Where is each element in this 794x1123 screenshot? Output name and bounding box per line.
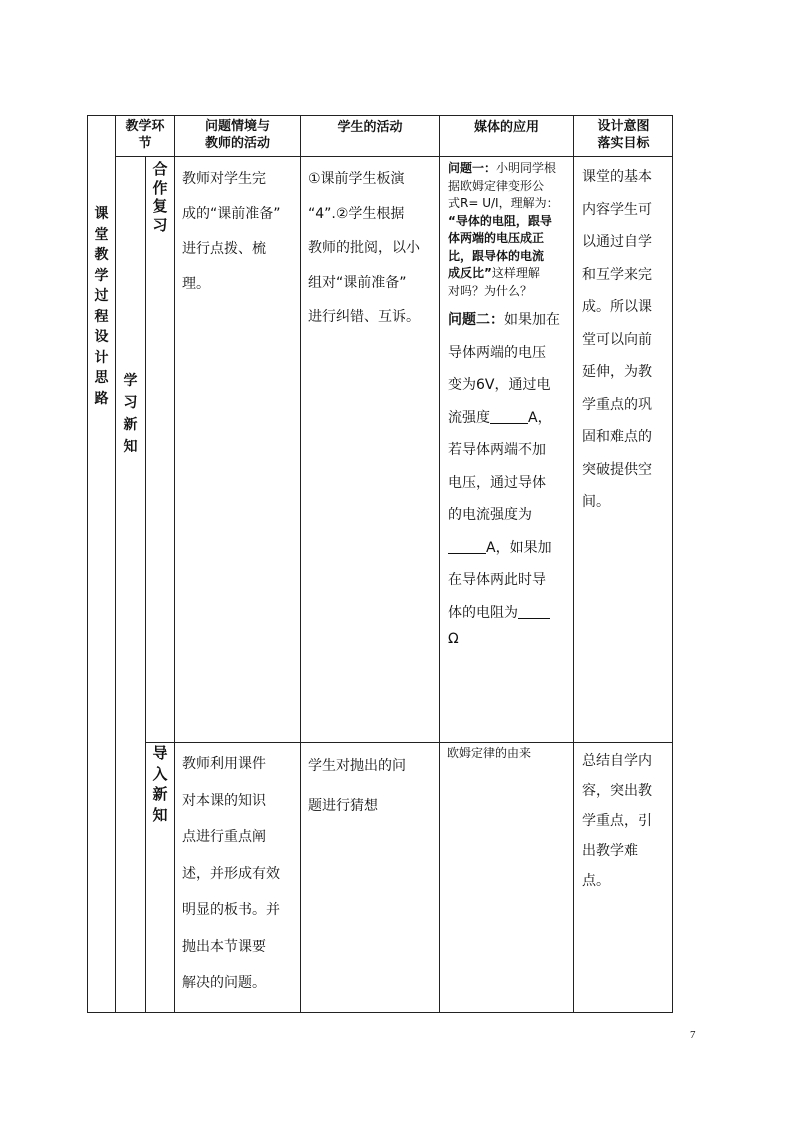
q2-text: 如果加在 — [504, 312, 560, 328]
q1-bold: 成反比” — [448, 266, 492, 280]
row2-student — [308, 746, 439, 826]
row1-teacher — [182, 162, 300, 302]
text-line: 容，突出教 — [582, 783, 652, 799]
col-divider — [439, 116, 440, 1012]
header-teacher-text: 问题情境与教师的活动 — [204, 119, 270, 151]
segment-char: 知 — [152, 805, 168, 824]
outer-label-char: 堂 — [94, 226, 109, 243]
outer-label-char: 过 — [94, 288, 109, 304]
text-line: 固和难点的 — [582, 429, 652, 445]
row1-media — [448, 160, 573, 649]
phase-label-char: 学 — [123, 373, 138, 389]
text-line: 内容学生可 — [582, 201, 652, 218]
q1-text: 这样理解 — [491, 266, 540, 280]
text-line: 理。 — [182, 276, 210, 292]
q2-text: A， — [528, 409, 552, 426]
text-line: 学重点，引 — [582, 813, 652, 829]
text-line: 以通过自学 — [582, 234, 652, 250]
q1-text: 对吗？为什么？ — [448, 283, 533, 298]
text-line: 明显的板书。并 — [182, 902, 280, 918]
answer-blank — [518, 604, 550, 619]
question-two — [448, 304, 573, 649]
segment-char: 导 — [152, 744, 168, 762]
segment-intro — [146, 743, 174, 825]
lesson-design-table — [87, 115, 673, 1013]
row-divider — [145, 742, 672, 743]
segment-review — [146, 160, 174, 234]
text-line: 出教学难 — [582, 843, 638, 859]
phase-label-char: 知 — [123, 439, 138, 455]
answer-blank — [448, 539, 486, 554]
row1-intent — [582, 161, 673, 519]
q1-bold: “导体的电阻，跟导 — [448, 213, 552, 228]
q2-text: 导体两端的电压 — [448, 344, 546, 361]
q2-text: 在导体两此时导 — [448, 572, 546, 588]
q2-label: 问题二： — [448, 312, 504, 328]
text-line: 成的“课前准备” — [182, 206, 281, 222]
row2-teacher — [182, 746, 300, 1002]
q1-bold: 比，跟导体的电流 — [448, 248, 545, 263]
question-one — [448, 160, 573, 300]
header-teacher — [175, 118, 300, 152]
q2-text: Ω — [448, 631, 459, 647]
segment-char: 复 — [152, 197, 168, 215]
row2-intent — [582, 746, 673, 896]
outer-label-char: 思 — [94, 370, 109, 386]
q1-bold: 体两端的电压成正 — [448, 231, 545, 245]
outer-label-char: 程 — [94, 308, 109, 325]
row1-student — [308, 162, 439, 335]
segment-char: 习 — [152, 215, 168, 234]
page-number: 7 — [690, 1029, 696, 1041]
phase-label — [116, 370, 145, 458]
q2-text: 若导体两端不加 — [448, 442, 546, 458]
text-line: 对本课的知识 — [182, 792, 266, 809]
row-divider — [115, 156, 672, 157]
q1-label: 问题一： — [448, 161, 497, 175]
text-line: 学生对抛出的问 — [308, 758, 406, 774]
row2-media: 欧姆定律的由来 — [447, 746, 532, 760]
text-line: 述，并形成有效 — [182, 865, 280, 882]
q2-text: 流强度 — [448, 409, 490, 426]
text-line: 教师利用课件 — [182, 756, 266, 772]
col-divider — [145, 157, 146, 1012]
outer-label — [88, 204, 115, 409]
outer-label-char: 课 — [94, 206, 109, 222]
text-line: 延伸，为教 — [582, 364, 652, 380]
header-intent-text: 设计意图落实目标 — [597, 119, 650, 151]
col-divider — [115, 116, 116, 1012]
header-segment-text: 教学环节 — [125, 119, 165, 151]
outer-label-char: 设 — [94, 329, 109, 345]
text-line: 组对“课前准备” — [308, 274, 407, 291]
col-divider — [573, 116, 574, 1012]
header-student: 学生的活动 — [337, 120, 403, 135]
text-line: 学重点的巩 — [582, 396, 652, 413]
text-line: ①课前学生板演 — [308, 171, 405, 187]
text-line: 进行点拨、梳 — [182, 241, 266, 257]
phase-label-char: 习 — [123, 395, 138, 411]
outer-label-char: 教 — [94, 247, 109, 263]
segment-char: 入 — [152, 764, 168, 783]
header-segment — [116, 118, 174, 152]
header-media: 媒体的应用 — [473, 120, 539, 135]
segment-char: 新 — [152, 785, 168, 803]
text-line: 进行纠错、互诉。 — [308, 309, 420, 325]
outer-label-char: 路 — [94, 390, 109, 407]
text-line: 解决的问题。 — [182, 975, 266, 991]
text-line: 和互学来完 — [582, 266, 652, 283]
text-line: 堂可以向前 — [582, 331, 652, 348]
text-line: 间。 — [582, 494, 610, 510]
q2-text: A，如果加 — [486, 539, 552, 556]
q2-text: 变为6V，通过电 — [448, 377, 551, 393]
q2-text: 电压，通过导体 — [448, 474, 546, 491]
text-line: 题进行猜想 — [308, 798, 378, 814]
text-line: 教师对学生完 — [182, 171, 266, 187]
q2-text: 体的电阻为 — [448, 604, 518, 621]
q1-text: 据欧姆定律变形公 — [448, 178, 545, 193]
col-divider — [300, 116, 301, 1012]
outer-label-char: 计 — [94, 349, 109, 366]
text-line: 教师的批阅，以小 — [308, 240, 420, 256]
text-line: 课堂的基本 — [582, 169, 652, 185]
text-line: 抛出本节课要 — [182, 938, 266, 955]
header-intent — [574, 118, 673, 152]
text-line: 突破提供空 — [582, 461, 652, 478]
segment-char: 作 — [152, 178, 168, 197]
q1-text: 小明同学根 — [496, 161, 557, 175]
segment-char: 合 — [152, 160, 168, 178]
text-line: 点进行重点阐 — [182, 829, 266, 845]
phase-label-char: 新 — [123, 417, 138, 433]
outer-label-char: 学 — [94, 267, 109, 284]
text-line: “4”.②学生根据 — [308, 205, 405, 222]
q2-text: 的电流强度为 — [448, 507, 532, 523]
text-line: 成。所以课 — [582, 299, 652, 315]
answer-blank — [490, 409, 528, 424]
text-line: 总结自学内 — [582, 753, 652, 769]
text-line: 点。 — [582, 873, 610, 889]
col-divider — [174, 116, 175, 1012]
q1-text: 式R= U/I，理解为： — [448, 196, 559, 210]
